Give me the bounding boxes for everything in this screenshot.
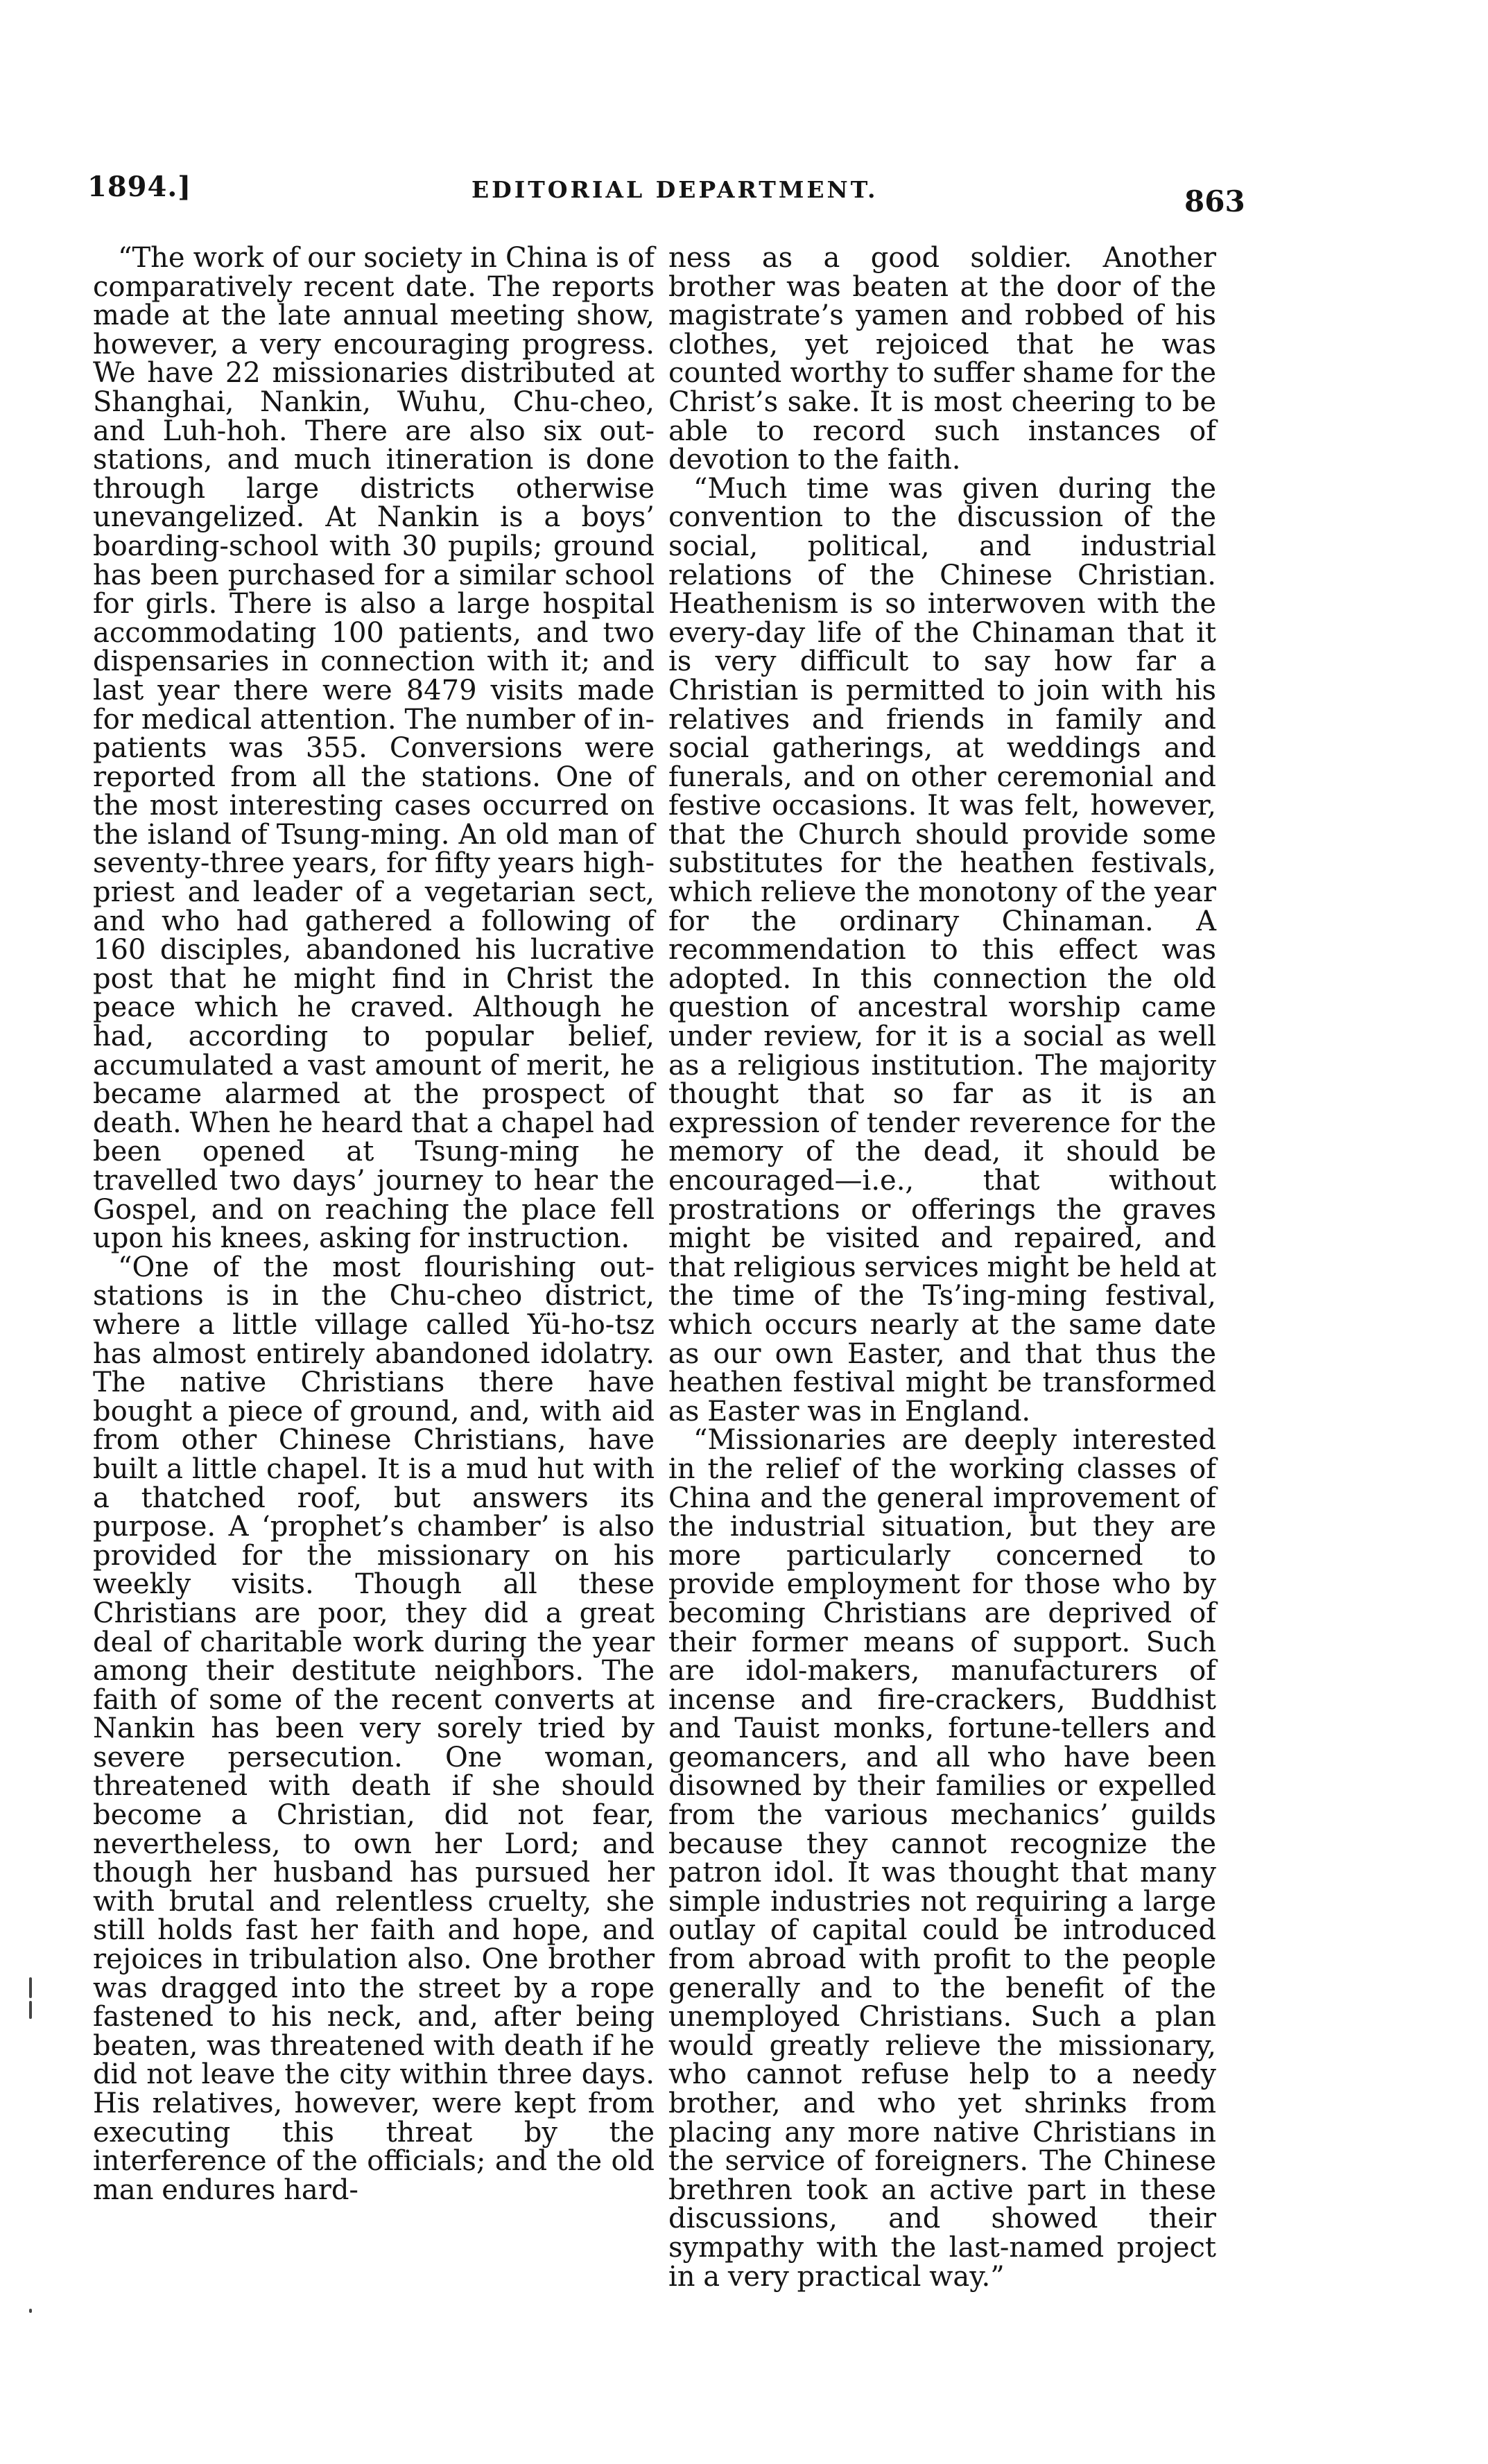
running-header xyxy=(0,171,1488,219)
right-column xyxy=(668,244,1216,2291)
margin-mark xyxy=(29,2309,32,2313)
margin-mark xyxy=(29,1977,32,1998)
header-year: 1894.] xyxy=(87,171,192,203)
paragraph-missionaries-relief: “Missionaries are deeply interested in the relief of the working classes of China and the general improvement of the industrial situation, but they are more particularly concerned to provide employment for those who by becoming Christians are deprived of their former means of support. Such are idol-makers, manufacturers of incense and fire-crackers, Buddhist and Tauist monks, fortune-tellers and geomancers, and all who have been disowned by their families or expelled from the various mechanics’ guilds because they cannot recognize the patron idol. It was thought that many simple industries not requiring a large outlay of capital could be introduced from abroad with profit to the people generally and to the benefit of the unemployed Christians. Such a plan would greatly relieve the missionary, who cannot refuse help to a needy brother, and who yet shrinks from placing any more native Christians in the service of foreigners. The Chinese brethren took an active part in these discussions, and showed their sympathy with the last-named project in a very practical way.” xyxy=(668,1424,1216,2293)
header-title: EDITORIAL DEPARTMENT. xyxy=(472,176,879,203)
paragraph-convention: “Much time was given during the convention to the discussion of the social, political, and industrial relations of the Chinese Christian. Heathenism is so interwoven with the every-day life of the Chinaman that it is very difficult to say how far a Christian is permitted to join with his relatives and friends in family and social gatherings, at weddings and funerals, and on other ceremonial and festive occasions. It was felt, however, that the Church should provide some substitutes for the heathen festivals, which relieve the monotony of the year for the ordinary Chinaman. A recommendation to this effect was adopted. In this connection the old question of ancestral worship came under review, for it is a social as well as a religious institution. The majority thought that so far as it is an expression of tender reverence for the memory of the dead, it should be encouraged—i.e., that without prostrations or offerings the graves might be visited and repaired, and that religious services might be held at the time of the Ts’ing-ming festival, which occurs nearly at the same date as our own Easter, and that thus the heathen festival might be transformed as Easter was in England. xyxy=(668,472,1216,1428)
page-number: 863 xyxy=(1184,184,1245,218)
paragraph-out-stations: “One of the most flourishing out-stations is in the Chu-cheo district, where a little village called Yü-ho-tsz has almost entirely abandoned idolatry. The native Christians there have bought a piece of ground, and, with aid from other Chinese Christians, have built a little chapel. It is a mud hut with a thatched roof, but answers its purpose. A ‘prophet’s chamber’ is also provided for the missionary on his weekly visits. Though all these Christians are poor, they did a great deal of charitable work during the year among their destitute neighbors. The faith of some of the recent converts at Nankin has been very sorely tried by severe persecution. One woman, threatened with death if she should become a Christian, did not fear, nevertheless, to own her Lord; and though her husband has pursued her with brutal and relentless cruelty, she still holds fast her faith and hope, and rejoices in tribulation also. One brother was dragged into the street by a rope fastened to his neck, and, after being beaten, was threatened with death if he did not leave the city within three days. His relatives, however, were kept from executing this threat by the interference of the officials; and the old man endures hard- xyxy=(93,1251,655,2206)
paragraph-society-work: “The work of our society in China is of comparatively recent date. The reports made at the late annual meeting show, however, a very encouraging progress. We have 22 missionaries distributed at Shanghai, Nankin, Wuhu, Chu-cheo, and Luh-hoh. There are also six out-stations, and much itineration is done through large districts otherwise unevangelized. At Nankin is a boys’ boarding-school with 30 pupils; ground has been purchased for a similar school for girls. There is also a large hospital accommodating 100 patients, and two dispensaries in connection with it; and last year there were 8479 visits made for medical attention. The number of in-patients was 355. Conversions were reported from all the stations. One of the most interesting cases occurred on the island of Tsung-ming. An old man of seventy-three years, for fifty years high-priest and leader of a vegetarian sect, and who had gathered a following of 160 disciples, abandoned his lucrative post that he might find in Christ the peace which he craved. Although he had, according to popular belief, accumulated a vast amount of merit, he became alarmed at the prospect of death. When he heard that a chapel had been opened at Tsung-ming he travelled two days’ journey to hear the Gospel, and on reaching the place fell upon his knees, asking for instruction. xyxy=(93,242,655,1255)
left-column xyxy=(93,244,655,2205)
margin-mark xyxy=(29,2001,32,2019)
paragraph-continuation: ness as a good soldier. Another brother was beaten at the door of the magistrate’s yamen and robbed of his clothes, yet rejoiced that he was counted worthy to suffer shame for the Christ’s sake. It is most cheering to be able to record such instances of devotion to the faith. xyxy=(668,242,1216,476)
